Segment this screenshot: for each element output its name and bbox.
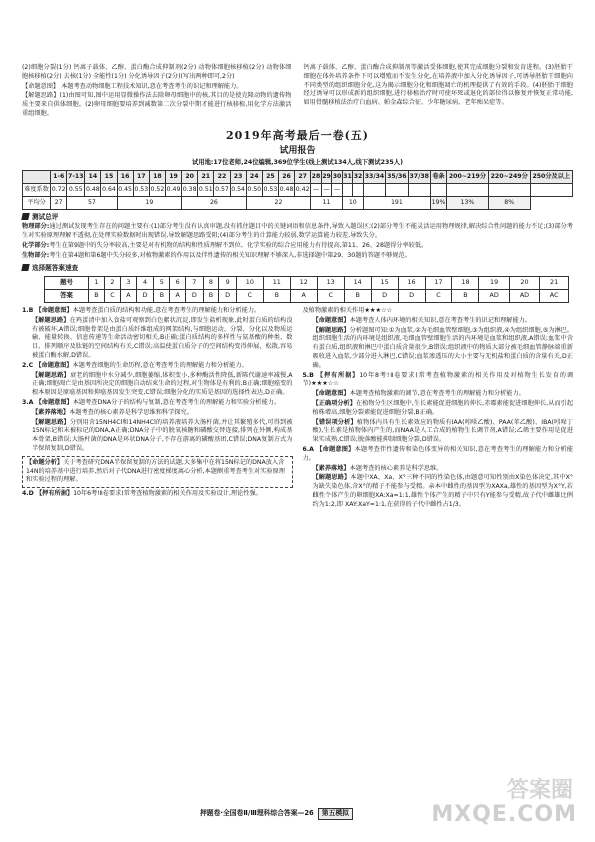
q5-correct (303, 400, 574, 418)
stats-difficulty-cell: — (321, 184, 332, 197)
answer-row-label: 答案 (45, 290, 89, 303)
stats-header-cell: 卷条 (430, 171, 446, 184)
stats-difficulty-cell: 0.57 (214, 184, 230, 197)
stats-empty-cell (386, 184, 408, 197)
q3-think-text: 分别用含15NH4Cl和14NH4Cl的培养液培养大肠杆菌,并让其繁殖多代,可得到被15N标记和未被标记的DNA,A正确;DNA分子中的脱氧核糖和磷酸交替连接,排列在外侧,构成基本骨架,B错误;大肠杆菌的DNA是环状DNA分子,不存在游离的磷酸基团,C错误;DNA复制方式为半保留复制,D错误。 (32, 418, 293, 452)
answer-value-cell: B (263, 290, 290, 303)
stats-empty-cell (363, 184, 385, 197)
stats-header-cell: 31 (342, 171, 353, 184)
exam-title: 2019年高考最后一卷(五) (225, 128, 370, 142)
stats-header-cell: 1-6 (51, 171, 67, 184)
summary-biology (22, 252, 573, 261)
stats-empty-cell (342, 184, 353, 197)
answer-value-cell: AD (479, 290, 509, 303)
q1-think-label: 【解题思路】 (32, 316, 70, 324)
stats-empty-cell (488, 184, 530, 197)
page-footer (200, 808, 353, 820)
answer-number-cell: 18 (452, 277, 479, 290)
q5-correct-text: 在植物分生区细胞中,生长素能促进细胞的伸长,赤霉素能促进细胞伸长,从而引起植株增高,细胞分裂素能促进细胞分裂,B正确。 (312, 399, 574, 416)
stats-header-cell: 23 (230, 171, 246, 184)
summary-physics (22, 223, 573, 241)
stats-average-cell: 10 (342, 197, 363, 210)
q4-thinking (303, 327, 574, 371)
stats-average-cell: 19 (117, 197, 182, 210)
answer-value-cell: B (154, 290, 170, 303)
stats-corner-cell (23, 171, 51, 184)
biology-label: 生物部分: (22, 251, 50, 259)
q5-wrong-label: 【错误项分析】 (312, 418, 357, 426)
stats-difficulty-cell: 0.49 (165, 184, 181, 197)
chemistry-text: 考生在第9题中的失分率较高,主要是对有机物的结构和性质理解不到位。化学实验的综合应用能力有待提高,第11、26、28题得分率较低。 (49, 242, 428, 250)
q1-think-text: 在鸡蛋清中加入食盐可观察到白色絮状沉淀,即发生盐析现象,此时蛋白质的结构没有被破坏,A错误;细胞骨架是由蛋白质纤维组成的网架结构,与细胞运动、分裂、分化以及物质运输、能量转换、信息传递等生命活动密切相关,B正确;蛋白质结构的多样性与氨基酸的种类、数目、排列顺序及肽链的空间结构有关,C错误;高温使蛋白质分子的空间结构变得伸展、松散,容易被蛋白酶水解,D错误。 (32, 316, 293, 359)
stats-header-cell: 35/36 (386, 171, 408, 184)
stats-header-cell: 19 (165, 171, 181, 184)
stats-difficulty-cell: 0.54 (230, 184, 246, 197)
top-section (22, 64, 573, 120)
stats-header-cell: 16 (117, 171, 133, 184)
explanation-columns (22, 307, 573, 511)
stats-average-cell: 8% (488, 197, 530, 210)
q5-start (303, 372, 574, 390)
q2-thinking (22, 372, 293, 398)
q1-intent (22, 307, 293, 316)
stats-empty-cell (408, 184, 430, 197)
stats-difficulty-cell: 0.48 (278, 184, 294, 197)
stats-header-cell: 33/34 (363, 171, 385, 184)
answer-number-cell: 8 (203, 277, 219, 290)
q4-continued: 及植物激素的相关作用★★★☆☆ (302, 307, 393, 314)
q5-head: 5.B 【押有所据】 (302, 371, 360, 379)
stats-difficulty-row (23, 184, 573, 197)
answer-value-cell: B (344, 290, 371, 303)
stats-difficulty-cell: 0.45 (117, 184, 133, 197)
chemistry-label: 化学部分: (22, 242, 50, 250)
test-info: 试用地:17位老师,24位编辑,369位学生(线上测试134人,线下测试235人) (192, 159, 403, 167)
watermark-logo: 答案圈 (506, 777, 573, 803)
q4-start (22, 490, 293, 499)
stats-difficulty-cell: 0.72 (51, 184, 67, 197)
stats-difficulty-cell: 0.52 (149, 184, 165, 197)
answer-number-cell: 12 (290, 277, 317, 290)
stats-difficulty-cell: 0.48 (85, 184, 101, 197)
stats-difficulty-cell: 0.55 (67, 184, 85, 197)
section-marker-icon (21, 213, 29, 220)
stats-header-cell: 18 (149, 171, 165, 184)
stats-average-cell: 26 (182, 197, 247, 210)
q3-intent (22, 399, 293, 408)
answer-value-cell: A (121, 290, 137, 303)
stats-empty-cell (447, 184, 489, 197)
q5-intent (303, 390, 574, 399)
q2-head: 2.C 【命题意图】 (22, 361, 73, 369)
stats-header-cell: 28 (311, 171, 322, 184)
q6-intent (303, 446, 574, 464)
stats-header-cell: 24 (246, 171, 262, 184)
stats-difficulty-cell: — (311, 184, 322, 197)
answer-value-cell: B (203, 290, 219, 303)
explanation-right-column (303, 307, 574, 511)
top-right-thinking: 钙离子载体、乙醇、蛋白酶合成抑制剂等激活受体细胞,使其完成细胞分裂和发育进程。(3)胚胎干细胞在体外培养条件下可以增殖而不发生分化,在培养液中加入分化诱导因子,可诱导胚胎干细胞向不同类型的组织细胞分化,这为揭示细胞分化和细胞凋亡的机理提供了有效的手段。(4)胚胎干细胞经过诱导可以形成新的组织细胞,进行移植治疗时可使坏死或退化的部位得以修复并恢复正常功能,如用骨髓移植法治疗白血病、帕金森综合征、少年糖尿病、老年痴呆症等。 (303, 64, 573, 107)
stats-table (22, 170, 573, 210)
q2-think-label: 【解题思路】 (32, 371, 70, 379)
stats-average-cell: 19% (430, 197, 446, 210)
answer-value-cell: AD (509, 290, 539, 303)
summary-header-label: 测试总评 (32, 213, 59, 222)
answer-key-table (44, 276, 569, 303)
stats-header-cell: 200~219分 (447, 171, 489, 184)
stats-header-cell: 17 (133, 171, 149, 184)
answer-value-cell: C (236, 290, 263, 303)
stats-row-label: 难度系数 (23, 184, 51, 197)
answer-number-cell: 11 (263, 277, 290, 290)
q6-core-text: 本题考查的核心素养是科学思维。 (349, 464, 443, 472)
stats-header-cell: 14 (85, 171, 101, 184)
analysis-box-label: 【命题分析】 (26, 458, 64, 466)
top-right-column (304, 64, 574, 120)
stats-average-cell: 22 (246, 197, 311, 210)
answer-number-cell: 9 (219, 277, 236, 290)
answer-number-cell: 19 (479, 277, 509, 290)
answer-number-cell: 13 (317, 277, 344, 290)
q3-core-text: 本题考查的核心素养是科学思维和科学探究。 (69, 408, 193, 416)
q3-core (22, 409, 293, 418)
answer-value-cell: B (452, 290, 479, 303)
stats-difficulty-cell: 0.53 (262, 184, 278, 197)
answer-value-cell: D (398, 290, 425, 303)
stats-header-cell: 29 (321, 171, 332, 184)
q6-think-label: 【解题思路】 (312, 474, 351, 482)
q2-think-text: 衰老的细胞中水分减少,细胞萎缩,体积变小,多种酶活性降低,新陈代谢速率减慢,A正确;细胞凋亡是由基因所决定的细胞自动结束生命的过程,对生物体是有利的,B正确;细胞癌变的根本原因是原癌基因和抑癌基因发生突变,C错误;细胞分化的实质是基因的选择性表达,D正确。 (32, 371, 293, 397)
top-left-answer: (2)细胞分裂(1分) 钙离子载体、乙醇、蛋白酶合成抑制剂(2分) 动物体细胞核移植(2分) 动物体细胞核移植(2分) 去核(1分) 全能性(1分) 分化诱导因子(2分)(写出两种即可,2分) (22, 64, 292, 80)
stats-header-cell: 32 (353, 171, 364, 184)
answer-number-cell: 4 (136, 277, 153, 290)
answer-value-row (45, 290, 569, 303)
q5-text: 10年8考!Ⅱ卷要求(常考查植物激素的相关作用及对植物生长发育的调节)★★★☆☆ (302, 371, 574, 388)
physics-label: 物理部分: (22, 223, 50, 231)
q4-intent-text: 本题考查人体内环境的相关知识,意在考查考生的识记和理解能力。 (349, 316, 532, 324)
answer-number-cell: 1 (89, 277, 105, 290)
q2-intent (22, 362, 293, 371)
stats-difficulty-cell: 0.64 (101, 184, 117, 197)
section-marker-icon (21, 264, 29, 271)
stats-difficulty-cell: — (332, 184, 343, 197)
answer-value-cell: C (104, 290, 120, 303)
answer-number-cell: 2 (104, 277, 120, 290)
stats-difficulty-cell: 0.51 (198, 184, 214, 197)
stats-average-cell: 27 (51, 197, 67, 210)
stats-header-cell: 250分及以上 (530, 171, 572, 184)
top-left-thinking: 【解题思路】(1)由图可知,图中运用显微操作法去除卵母细胞中的核,其目的是使克隆动物的遗传物质主要来自供体细胞。(2)卵母细胞要培养到减数第二次分裂中期才能进行核移植,用化学方法激活重组细胞。 (22, 92, 292, 117)
q5-intent-label: 【命题意图】 (312, 390, 350, 398)
stats-header-cell: 20 (182, 171, 198, 184)
q4-think-label: 【解题思路】 (312, 326, 350, 334)
answers-header-label: 选择题答案速查 (32, 263, 79, 272)
stats-row-label: 平均分 (23, 197, 51, 210)
answer-value-cell: C (317, 290, 344, 303)
q4-text: 10年6考!Ⅱ卷要求(常考查植物激素的相关作用及实验设计,理论性强。 (73, 490, 262, 498)
answer-value-cell: C (425, 290, 452, 303)
answer-value-cell: A (290, 290, 317, 303)
q6-head: 6.A 【命题意图】 (302, 445, 355, 453)
stats-header-cell: 22 (214, 171, 230, 184)
q6-think-text: 本题中XA、Xa、X°三种不同的性染色体,由题意可知性别由X染色体决定,其中X°为缺失染色体,含X°的精子不能参与受精。亲本中雌性的基因型为XAXa,雄性的基因型为X°Y,若雌性个体产生的卵细胞XA:Xa=1:1,雄性个体产生的精子中只有Y能参与受精,故子代中雌雄比例约为1:2,即 XAY:XaY=1:1,在获得的子代中雌性占1/3。 (312, 474, 573, 508)
answer-number-cell: 10 (236, 277, 263, 290)
q5-wrong-text: 植物体内具有生长素效应的物质有IAA(吲哚乙酸)、PAA(苯乙酸)、IBA(吲哚丁酸),生长素是植物体内产生的,而NAA是人工合成的植物生长调节剂,A错误;乙烯主要作用是促进果实成熟,C错误;脱落酸能抑制细胞分裂,D错误。 (312, 418, 573, 444)
answer-value-cell: D (136, 290, 153, 303)
physics-text: 通过测试发现考生存在的问题主要有:(1)部分考生没有认真审题,没有抓住题目中的关键词语和信息条件,导致入题误区;(2)部分考生不能灵活运用物理规律,解决综合性问题的能力不足;(3)部分考生对实验原理理解不透彻,在处理实验数据时出现错误,导致解题思路受阻;(4)部分考生的计算能力较弱,数学运算能力较差,导致失分。 (22, 223, 573, 240)
stats-average-cell: 191 (363, 197, 430, 210)
stats-header-cell: 220~249分 (488, 171, 530, 184)
answer-number-cell: 17 (425, 277, 452, 290)
q4-intent-label: 【命题意图】 (312, 316, 350, 324)
q4-intent (303, 317, 574, 326)
summary-header (22, 213, 573, 222)
stats-header-cell: 15 (101, 171, 117, 184)
q3-core-label: 【素养落地】 (32, 408, 70, 416)
answer-number-cell: 5 (154, 277, 170, 290)
q5-intent-text: 本题考查植物激素的调节,意在考查考生的理解能力和分析能力。 (349, 390, 525, 398)
answer-value-cell: D (371, 290, 398, 303)
stats-header-cell: 21 (198, 171, 214, 184)
answer-number-cell: 3 (121, 277, 137, 290)
answer-value-cell: D (219, 290, 236, 303)
stats-average-cell: 13% (447, 197, 489, 210)
stats-difficulty-cell: 0.42 (295, 184, 311, 197)
exam-subtitle: 试用报告 (279, 146, 316, 157)
answer-number-cell: 6 (170, 277, 186, 290)
answer-value-cell: AC (540, 290, 569, 303)
q2-intent-text: 本题考查细胞的生命历程,意在考查考生的理解能力和分析能力。 (72, 361, 248, 369)
answer-number-cell: 21 (540, 277, 569, 290)
answer-row-label: 题号 (45, 277, 89, 290)
q1-thinking (22, 317, 293, 361)
q5-wrong (303, 419, 574, 445)
summary-chemistry (22, 242, 573, 251)
q6-core (303, 465, 574, 474)
stats-header-cell: 30 (332, 171, 343, 184)
answer-number-cell: 20 (509, 277, 539, 290)
top-left-intent: 【命题意图】 本题考查动物细胞工程技术知识,意在考查考生的识记和理解能力。 (22, 82, 243, 90)
answers-header (22, 264, 573, 273)
footer-text: 押题卷·全国卷Ⅱ/Ⅲ理科综合答案—26 (200, 809, 314, 817)
stats-average-cell: 57 (67, 197, 117, 210)
q4-head: 4.D 【押有所据】 (22, 490, 74, 498)
q3-think-label: 【解题思路】 (32, 418, 70, 426)
stats-header-cell: 26 (278, 171, 294, 184)
top-left-column (22, 64, 292, 120)
q3-head: 3.A 【命题意图】 (22, 398, 73, 406)
analysis-box-text: 关于考查研究DNA半保留复制的方法的试题,大多集中在将15N标记的DNA放入含14N的培养基中进行培养,然后对子代DNA进行密度梯度离心分析,本题侧重考查考生对实验原理和实验过程的理解。 (26, 458, 285, 484)
q1-intent-text: 本题考查蛋白质的结构和功能,意在考查考生的理解能力和分析能力。 (72, 307, 261, 314)
answer-value-cell: B (89, 290, 105, 303)
stats-difficulty-cell: 0.50 (246, 184, 262, 197)
q6-intent-text: 本题考查伴性遗传和染色体变异的相关知识,意在考查考生的理解能力和分析能力。 (302, 445, 573, 462)
stats-difficulty-cell: 0.38 (182, 184, 198, 197)
answer-number-cell: 14 (344, 277, 371, 290)
q6-thinking (303, 474, 574, 509)
stats-empty-cell (530, 184, 572, 197)
stats-average-row (23, 197, 573, 210)
stats-average-cell: 11 (311, 197, 343, 210)
answer-number-cell: 7 (186, 277, 203, 290)
stats-header-row (23, 171, 573, 184)
q3-thinking (22, 419, 293, 454)
answer-value-cell: D (186, 290, 203, 303)
answer-value-cell: A (170, 290, 186, 303)
answer-number-cell: 16 (398, 277, 425, 290)
answer-number-row (45, 277, 569, 290)
footer-badge: 第五模拟 (318, 808, 353, 820)
answer-number-cell: 15 (371, 277, 398, 290)
stats-difficulty-cell: 0.53 (133, 184, 149, 197)
stats-header-cell: 7-13 (67, 171, 85, 184)
explanation-left-column (22, 307, 293, 511)
q5-correct-label: 【正确项分析】 (312, 399, 356, 407)
q4-think-text: 分析题图可知:①为血浆,②为毛细血管壁细胞,③为组织液,④为组织细胞,⑤为淋巴。组织细胞生活的内环境是组织液,毛细血管壁细胞生活的内环境是血浆和组织液,A错误;血浆中含有蛋白质,组织液和淋巴中蛋白质含量很少,B错误;组织液中的物质大部分被毛细血管静脉端重新吸收进入血浆,少部分进入淋巴,C错误;血浆渗透压的大小主要与无机盐和蛋白质的含量有关,D正确。 (312, 326, 574, 369)
stats-empty-cell (353, 184, 364, 197)
biology-text: 考生在第4题和第6题中失分较多,对植物激素的作用以及伴性遗传的相关知识理解不够深入,非选择题中第29、30题的答题不够规范。 (49, 251, 411, 259)
q1-head: 1.B 【命题意图】 (22, 307, 73, 314)
stats-header-cell: 27 (295, 171, 311, 184)
stats-header-cell: 37/38 (408, 171, 430, 184)
stats-header-cell: 25 (262, 171, 278, 184)
stats-empty-cell (430, 184, 446, 197)
watermark-url: MXQE.COM (431, 801, 577, 827)
q3-intent-text: 本题考查DNA分子的结构与复制,意在考查考生的理解能力和实验分析能力。 (72, 398, 281, 406)
q6-core-label: 【素养落地】 (312, 464, 350, 472)
analysis-box (22, 456, 293, 488)
